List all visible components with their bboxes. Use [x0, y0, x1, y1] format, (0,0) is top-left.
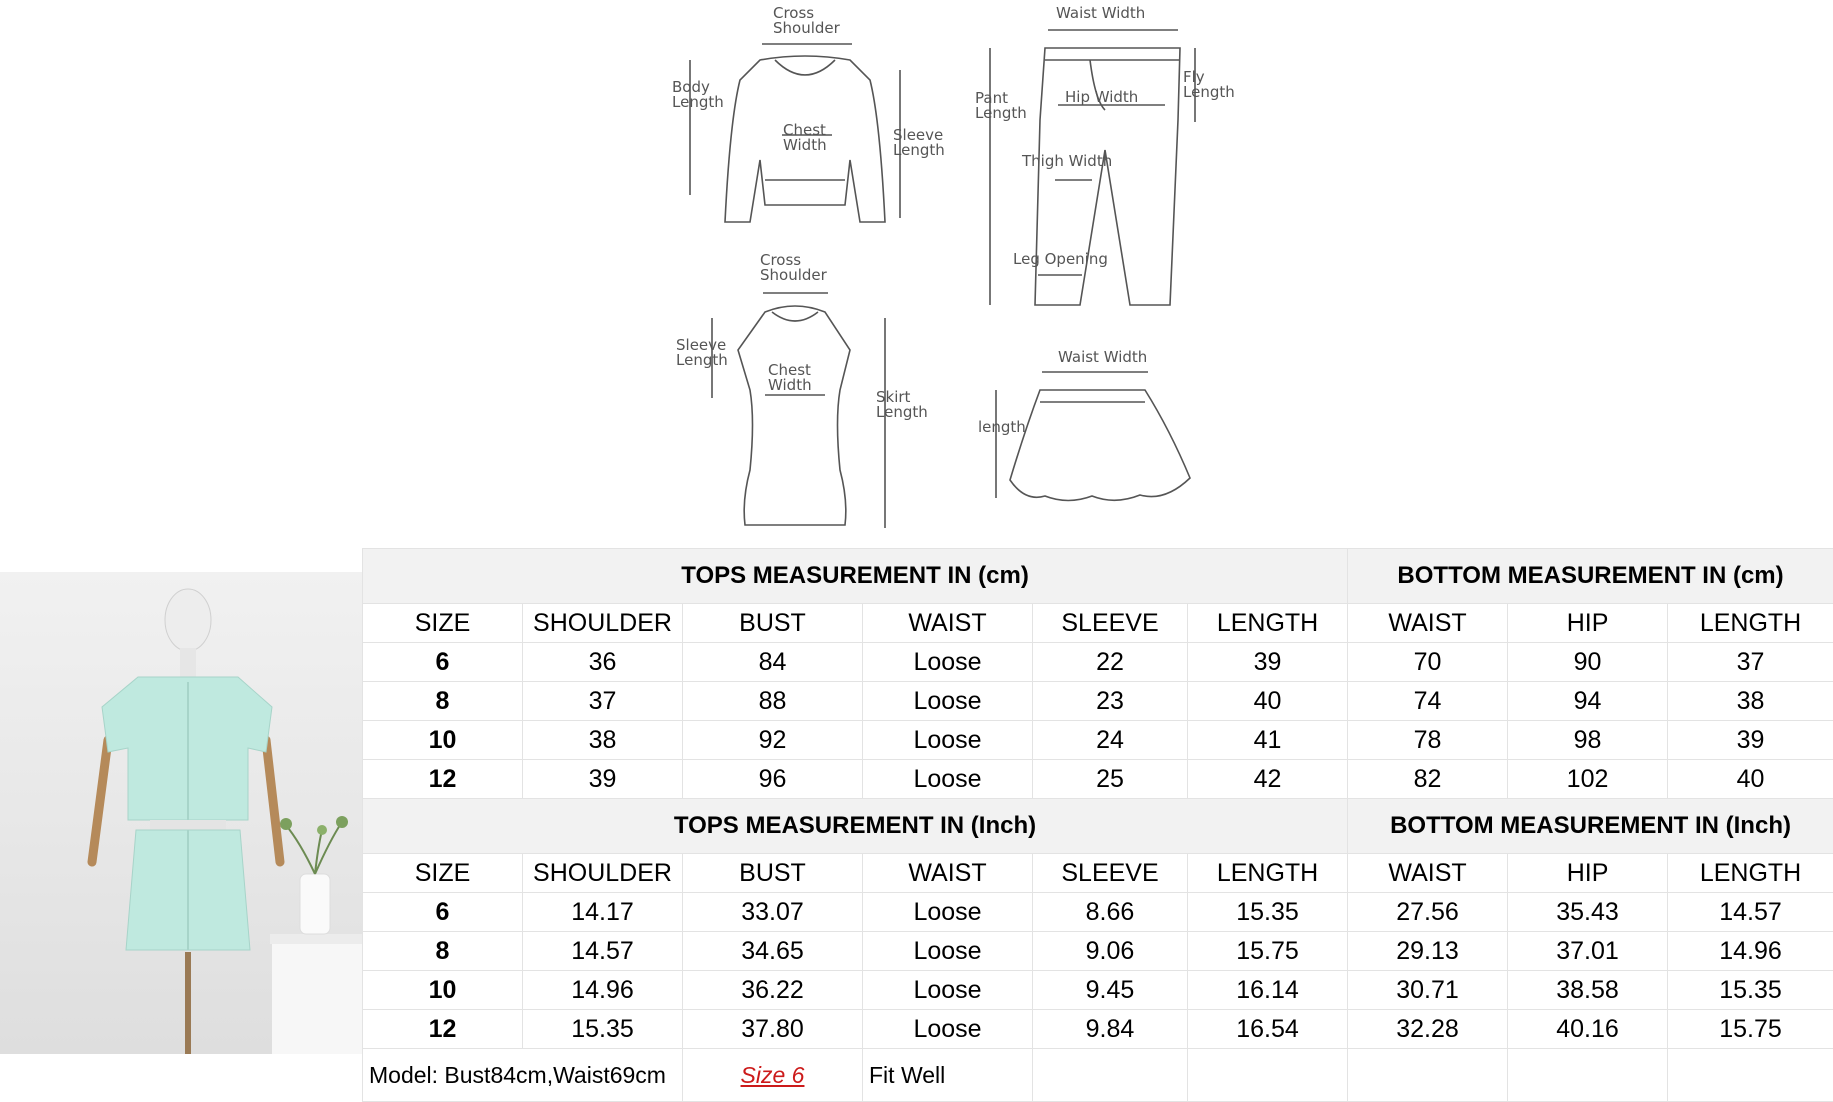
table-cell: 37: [523, 682, 683, 721]
table-cell: 16.54: [1188, 1010, 1348, 1049]
table-row: [363, 893, 1833, 932]
cm-tops-title: TOPS MEASUREMENT IN (cm): [363, 549, 1348, 604]
label-skirt-length-2: Length: [876, 403, 928, 421]
table-cell: 29.13: [1348, 932, 1508, 971]
header-waist: WAIST: [863, 854, 1033, 893]
table-cell: 40: [1668, 760, 1833, 799]
table-cell: 15.75: [1668, 1010, 1833, 1049]
size-chart: [362, 548, 1833, 1080]
table-cell: 16.14: [1188, 971, 1348, 1010]
table-cell: 37.01: [1508, 932, 1668, 971]
table-cell: 14.96: [523, 971, 683, 1010]
table-cell: Loose: [863, 893, 1033, 932]
table-cell: Loose: [863, 932, 1033, 971]
table-cell: 98: [1508, 721, 1668, 760]
table-cell: 36: [523, 643, 683, 682]
empty-cell: [1188, 1049, 1348, 1102]
table-row: [363, 971, 1833, 1010]
cm-title-row: [363, 549, 1833, 604]
header-length: LENGTH: [1188, 854, 1348, 893]
header-shoulder: SHOULDER: [523, 604, 683, 643]
measurement-diagram: [0, 0, 1833, 548]
table-cell: 74: [1348, 682, 1508, 721]
size-cell: 6: [363, 643, 523, 682]
cm-bottom-title: BOTTOM MEASUREMENT IN (cm): [1348, 549, 1833, 604]
table-cell: 25: [1033, 760, 1188, 799]
table-cell: 39: [523, 760, 683, 799]
label-pant-length-2: Length: [975, 104, 1027, 122]
label-sleeve-length: Sleeve: [893, 126, 943, 144]
header-bottom-length: LENGTH: [1668, 604, 1833, 643]
header-bottom-waist: WAIST: [1348, 854, 1508, 893]
label-dress-cross-shoulder-2: Shoulder: [760, 266, 828, 284]
label-skirt-length: Skirt: [876, 388, 911, 406]
header-bust: BUST: [683, 854, 863, 893]
table-cell: 15.35: [1188, 893, 1348, 932]
label-dress-sleeve-length: Sleeve: [676, 336, 726, 354]
garment-sketches: [0, 0, 1833, 548]
model-measurements: Model: Bust84cm,Waist69cm: [363, 1049, 683, 1102]
label-dress-sleeve-length-2: Length: [676, 351, 728, 369]
table-cell: 32.28: [1348, 1010, 1508, 1049]
product-photo: [0, 572, 362, 1054]
header-hip: HIP: [1508, 854, 1668, 893]
skirt-sketch: [996, 372, 1190, 501]
table-cell: 40.16: [1508, 1010, 1668, 1049]
header-waist: WAIST: [863, 604, 1033, 643]
label-body-length-2: Length: [672, 93, 724, 111]
size-cell: 10: [363, 721, 523, 760]
empty-cell: [1033, 1049, 1188, 1102]
dress-sketch: [712, 293, 885, 528]
label-hip-width: Hip Width: [1065, 88, 1138, 106]
table-cell: 78: [1348, 721, 1508, 760]
table-row: [363, 760, 1833, 799]
table-cell: 82: [1348, 760, 1508, 799]
label-chest-width-2: Width: [783, 136, 827, 154]
table-cell: Loose: [863, 643, 1033, 682]
label-fly-length-2: Length: [1183, 83, 1235, 101]
table-cell: 8.66: [1033, 893, 1188, 932]
table-cell: 33.07: [683, 893, 863, 932]
header-size: SIZE: [363, 604, 523, 643]
label-skirt-length-short: length: [978, 418, 1026, 436]
empty-cell: [1508, 1049, 1668, 1102]
table-cell: 39: [1188, 643, 1348, 682]
table-cell: 15.35: [1668, 971, 1833, 1010]
header-size: SIZE: [363, 854, 523, 893]
size-cell: 8: [363, 682, 523, 721]
header-sleeve: SLEEVE: [1033, 854, 1188, 893]
table-cell: 92: [683, 721, 863, 760]
table-cell: 90: [1508, 643, 1668, 682]
label-dress-chest-width-2: Width: [768, 376, 812, 394]
label-cross-shoulder-2: Shoulder: [773, 19, 841, 37]
model-size: Size 6: [683, 1049, 863, 1102]
label-body-length: Body: [672, 78, 710, 96]
table-cell: 94: [1508, 682, 1668, 721]
table-cell: 22: [1033, 643, 1188, 682]
size-table: [362, 548, 1833, 1102]
table-cell: 9.06: [1033, 932, 1188, 971]
header-bottom-waist: WAIST: [1348, 604, 1508, 643]
table-cell: 88: [683, 682, 863, 721]
table-cell: 70: [1348, 643, 1508, 682]
table-cell: 9.45: [1033, 971, 1188, 1010]
table-cell: Loose: [863, 1010, 1033, 1049]
table-cell: 36.22: [683, 971, 863, 1010]
table-cell: 27.56: [1348, 893, 1508, 932]
table-cell: 15.75: [1188, 932, 1348, 971]
table-row: [363, 932, 1833, 971]
table-cell: 40: [1188, 682, 1348, 721]
table-cell: Loose: [863, 721, 1033, 760]
header-bust: BUST: [683, 604, 863, 643]
table-cell: 23: [1033, 682, 1188, 721]
label-chest-width: Chest: [783, 121, 826, 139]
empty-cell: [1348, 1049, 1508, 1102]
table-row: [363, 1010, 1833, 1049]
table-cell: 102: [1508, 760, 1668, 799]
size-cell: 12: [363, 760, 523, 799]
label-sleeve-length-2: Length: [893, 141, 945, 159]
table-cell: 24: [1033, 721, 1188, 760]
inch-bottom-title: BOTTOM MEASUREMENT IN (Inch): [1348, 799, 1833, 854]
label-leg-opening: Leg Opening: [1013, 250, 1108, 268]
table-cell: 14.17: [523, 893, 683, 932]
table-cell: 96: [683, 760, 863, 799]
label-dress-chest-width: Chest: [768, 361, 811, 379]
table-cell: 30.71: [1348, 971, 1508, 1010]
inch-header-row: [363, 854, 1833, 893]
table-cell: 35.43: [1508, 893, 1668, 932]
header-hip: HIP: [1508, 604, 1668, 643]
label-fly-length: Fly: [1183, 68, 1205, 86]
label-thigh-width: Thigh Width: [1021, 152, 1112, 170]
table-cell: 15.35: [523, 1010, 683, 1049]
table-cell: 14.96: [1668, 932, 1833, 971]
table-cell: 38: [523, 721, 683, 760]
inch-title-row: [363, 799, 1833, 854]
table-row: [363, 682, 1833, 721]
model-note-row: [363, 1049, 1833, 1102]
table-cell: 84: [683, 643, 863, 682]
size-cell: 12: [363, 1010, 523, 1049]
table-cell: Loose: [863, 971, 1033, 1010]
table-cell: 38: [1668, 682, 1833, 721]
label-pant-length: Pant: [975, 89, 1008, 107]
table-cell: 42: [1188, 760, 1348, 799]
table-cell: 39: [1668, 721, 1833, 760]
cm-header-row: [363, 604, 1833, 643]
table-row: [363, 721, 1833, 760]
inch-tops-title: TOPS MEASUREMENT IN (Inch): [363, 799, 1348, 854]
table-cell: 37: [1668, 643, 1833, 682]
label-cross-shoulder: Cross: [773, 4, 814, 22]
header-length: LENGTH: [1188, 604, 1348, 643]
header-bottom-length: LENGTH: [1668, 854, 1833, 893]
label-skirt-waist-width: Waist Width: [1058, 348, 1147, 366]
empty-cell: [1668, 1049, 1833, 1102]
table-cell: 9.84: [1033, 1010, 1188, 1049]
header-shoulder: SHOULDER: [523, 854, 683, 893]
table-cell: Loose: [863, 760, 1033, 799]
table-cell: 37.80: [683, 1010, 863, 1049]
label-waist-width: Waist Width: [1056, 4, 1145, 22]
header-sleeve: SLEEVE: [1033, 604, 1188, 643]
table-cell: Loose: [863, 682, 1033, 721]
size-cell: 8: [363, 932, 523, 971]
mannequin-illustration: [0, 572, 362, 1054]
table-cell: 38.58: [1508, 971, 1668, 1010]
table-cell: 14.57: [523, 932, 683, 971]
size-cell: 6: [363, 893, 523, 932]
table-cell: 41: [1188, 721, 1348, 760]
size-cell: 10: [363, 971, 523, 1010]
table-row: [363, 643, 1833, 682]
fit-note: Fit Well: [863, 1049, 1033, 1102]
label-dress-cross-shoulder: Cross: [760, 251, 801, 269]
table-cell: 14.57: [1668, 893, 1833, 932]
table-cell: 34.65: [683, 932, 863, 971]
